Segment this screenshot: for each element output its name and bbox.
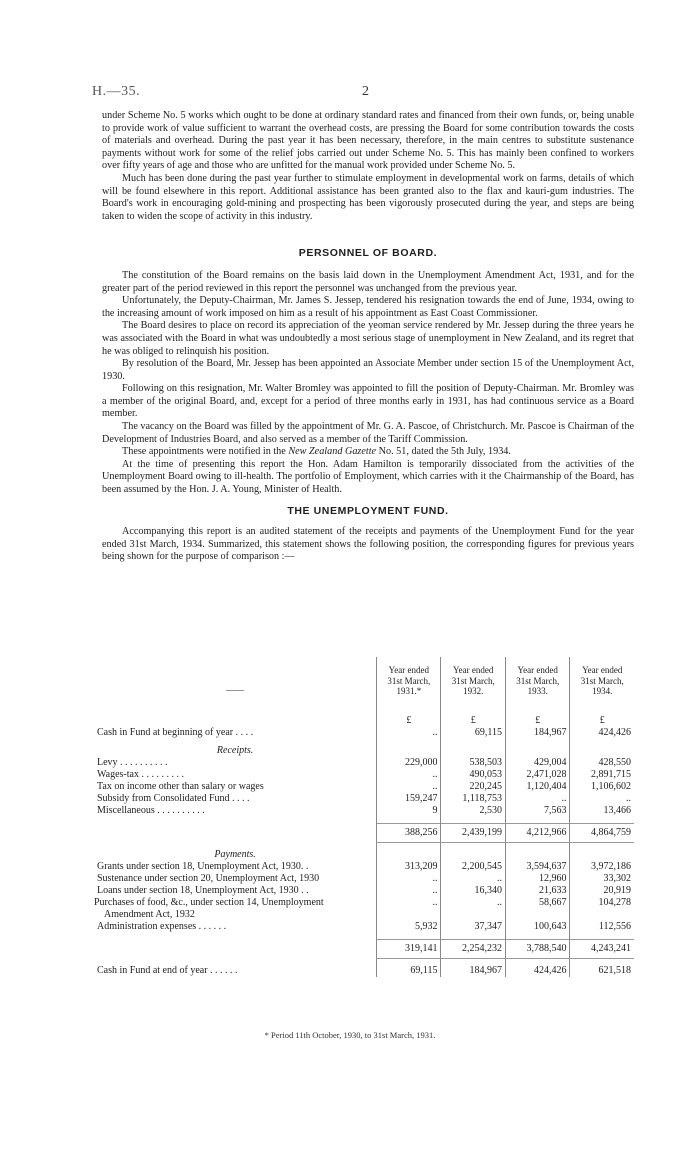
subheading-row — [94, 745, 634, 757]
table-row — [94, 965, 634, 977]
table-cell: 490,053 — [441, 769, 506, 781]
paragraph: under Scheme No. 5 works which ought to be done at ordinary standard rates and financed from their own funds, or, being unable to provide work of value sufficient to warrant the overhead costs, are pressing the Board for some contribution towards the costs of materials and overhead. During the past year it has been necessary, therefore, in the main centres to substitute sustenance payments without work for some of the relief jobs carried out under Scheme No. 5. This has mainly been confined to workers over fifty years of age and those who are unfitted for the manual work provided under Scheme No. 5. — [102, 110, 634, 172]
table-cell: 37,347 — [441, 921, 506, 933]
label-text: Tax on income other than salary or wages — [97, 781, 264, 792]
table-cell: 220,245 — [441, 781, 506, 793]
label-text: Levy — [97, 757, 118, 768]
row-label — [94, 885, 377, 897]
stub-header: —— — [226, 684, 245, 695]
dot-leader: . . . . . . — [210, 965, 238, 976]
receipts-total-cell: 4,212,966 — [505, 824, 570, 843]
table-cell: 2,200,545 — [441, 861, 506, 873]
label-text: Subsidy from Consolidated Fund — [97, 793, 230, 804]
table-cell: 1,106,602 — [570, 781, 634, 793]
currency-symbol: £ — [505, 715, 570, 727]
document-reference: H.—35. — [92, 84, 141, 99]
subheading-row — [94, 849, 634, 861]
table-cell: 100,643 — [505, 921, 570, 933]
fund-comparison-table — [94, 657, 634, 977]
row-label — [94, 793, 377, 805]
receipts-subheading: Receipts. — [216, 745, 254, 756]
dot-leader: . . . . . . . . — [167, 805, 205, 816]
text-fragment: These appointments were notified in the — [122, 446, 289, 458]
row-label — [94, 897, 377, 921]
table-cell: .. — [377, 873, 441, 885]
page-number: 2 — [362, 84, 369, 99]
row-label — [94, 805, 377, 817]
table-cell: .. — [441, 873, 506, 885]
dot-leader: . . . . . . . . . — [141, 769, 184, 780]
label-text: Purchases of food, &c., under section 14, Unemployment Amendment Act, 1932 — [94, 897, 324, 920]
receipts-total-cell: 388,256 — [377, 824, 441, 843]
currency-row — [94, 715, 634, 727]
currency-symbol: £ — [570, 715, 634, 727]
table-cell: 12,960 — [505, 873, 570, 885]
total-row — [94, 940, 634, 959]
label-text: Administration expenses — [97, 921, 197, 932]
table-cell: .. — [377, 769, 441, 781]
table-row — [94, 861, 634, 873]
table-row — [94, 873, 634, 885]
row-label — [94, 873, 377, 885]
table-cell: 1,120,404 — [505, 781, 570, 793]
dot-leader: . . . . — [235, 727, 254, 738]
text-fragment: No. 51, dated the 5th July, 1934. — [376, 446, 511, 458]
table-cell — [94, 824, 377, 843]
table-footnote: * Period 11th October, 1930, to 31st March, 1931. — [264, 1030, 436, 1040]
table-cell: 429,004 — [505, 757, 570, 769]
row-label — [94, 965, 377, 977]
column-header: Year ended 31st March, 1931.* — [377, 657, 441, 715]
table-cell: 159,247 — [377, 793, 441, 805]
column-header: Year ended 31st March, 1932. — [441, 657, 506, 715]
paragraph: Following on this resignation, Mr. Walter Bromley was appointed to fill the position of Deputy-Chairman. Mr. Bromley was a member of the original Board, and, except for a period of three months early in 1931, has had continuous service as a Board member. — [102, 383, 634, 420]
table-cell: 3,594,637 — [505, 861, 570, 873]
table-cell: 621,518 — [570, 965, 634, 977]
table-row — [94, 781, 634, 793]
paragraph: The vacancy on the Board was filled by the appointment of Mr. G. A. Pascoe, of Christchurch. Mr. Pascoe is Chairman of the Development of Industries Board, and also served as a member of the Tariff Commission. — [102, 421, 634, 445]
row-label — [94, 727, 377, 739]
total-row — [94, 824, 634, 843]
table-cell: 424,426 — [570, 727, 634, 739]
paragraph: The constitution of the Board remains on the basis laid down in the Unemployment Amendment Act, 1931, and for the greater part of the period reviewed in this report the personnel was unchanged from the previous year. — [102, 269, 634, 294]
table-cell: 3,972,186 — [570, 861, 634, 873]
column-header: Year ended 31st March, 1934. — [570, 657, 634, 715]
table-cell: 69,115 — [441, 727, 506, 739]
dot-leader: . . . . . . — [198, 921, 227, 932]
table-cell: 428,550 — [570, 757, 634, 769]
paragraph: Much has been done during the past year further to stimulate employment in developmental work on farms, details of which will be found elsewhere in this report. Additional assistance has been granted also to the flax and kauri-gum industries. The Board's work in encouraging gold-mining and prospecting has been vigorously prosecuted during the year, and steps are being taken to widen the scope of activity in this industry. — [102, 172, 634, 222]
table-cell: 21,633 — [505, 885, 570, 897]
table-cell: 20,919 — [570, 885, 634, 897]
section-heading: THE UNEMPLOYMENT FUND. — [287, 504, 449, 517]
table-cell: 13,466 — [570, 805, 634, 817]
table-cell: .. — [377, 897, 441, 921]
table-cell: 58,667 — [505, 897, 570, 921]
table-cell: .. — [377, 885, 441, 897]
table-cell: 2,891,715 — [570, 769, 634, 781]
table-row — [94, 921, 634, 933]
table-cell: .. — [377, 781, 441, 793]
table-header-row — [94, 657, 634, 715]
table-row — [94, 727, 634, 739]
paragraph: The Board desires to place on record its appreciation of the yeoman service rendered by Mr. Jessep during the three years he was associated with the Board in what was undoubtedly a most serious stage of unemployment in New Zealand, and its regret that he was obliged to relinquish his position. — [102, 320, 634, 357]
table-cell: 184,967 — [505, 727, 570, 739]
label-text: Sustenance under section 20, Unemployment Act, 1930 — [97, 873, 320, 884]
table-cell: 2,530 — [441, 805, 506, 817]
table-cell: .. — [441, 897, 506, 921]
label-text: Cash in Fund at beginning of year — [97, 727, 234, 738]
payments-total-cell: 319,141 — [377, 940, 441, 959]
table-cell: 69,115 — [377, 965, 441, 977]
table-cell: 538,503 — [441, 757, 506, 769]
currency-symbol: £ — [441, 715, 506, 727]
table-row — [94, 885, 634, 897]
table-cell — [94, 940, 377, 959]
table-cell: .. — [570, 793, 634, 805]
paragraph: Accompanying this report is an audited statement of the receipts and payments of the Unemployment Fund for the year ended 31st March, 1934. Summarized, this statement shows the following position, the corresponding figures for previous years being shown for the purpose of comparison :— — [102, 526, 634, 563]
gazette-title: New Zealand Gazette — [288, 446, 377, 458]
dot-leader: . . . . . . . . . . — [120, 757, 168, 768]
label-text: Loans under section 18, Unemployment Act, 1930 . . — [97, 885, 309, 896]
table-cell: .. — [377, 727, 441, 739]
dot-leader: . . . . — [232, 793, 250, 804]
table-cell — [94, 715, 377, 727]
paragraph: By resolution of the Board, Mr. Jessep has been appointed an Associate Member under section 15 of the Unemployment Act, 1930. — [102, 358, 634, 382]
table-cell: 2,471,028 — [505, 769, 570, 781]
table-cell: 16,340 — [441, 885, 506, 897]
column-header: Year ended 31st March, 1933. — [505, 657, 570, 715]
label-text: Miscellaneous . . — [97, 805, 165, 816]
table-cell: 33,302 — [570, 873, 634, 885]
receipts-total-cell: 2,439,199 — [441, 824, 506, 843]
row-label — [94, 769, 377, 781]
table-cell: 184,967 — [441, 965, 506, 977]
table-cell: 424,426 — [505, 965, 570, 977]
row-label — [94, 781, 377, 793]
payments-total-cell: 3,788,540 — [505, 940, 570, 959]
row-label — [94, 921, 377, 933]
table-cell: 1,118,753 — [441, 793, 506, 805]
receipts-total-cell: 4,864,759 — [570, 824, 634, 843]
paragraph: At the time of presenting this report the Hon. Adam Hamilton is temporarily dissociated from the activities of the Unemployment Board owing to ill-health. The portfolio of Employment, which carries with it the Chairmanship of the Board, has been assumed by the Hon. J. A. Young, Minister of Health. — [102, 458, 634, 496]
row-label — [94, 757, 377, 769]
table-cell: 5,932 — [377, 921, 441, 933]
table-cell: 313,209 — [377, 861, 441, 873]
label-text: Grants under section 18, Unemployment Act, 1930. . — [97, 861, 309, 872]
table-cell: 9 — [377, 805, 441, 817]
table-cell: .. — [505, 793, 570, 805]
label-text: Cash in Fund at end of year — [97, 965, 208, 976]
payments-total-cell: 2,254,232 — [441, 940, 506, 959]
paragraph — [102, 446, 634, 459]
payments-subheading: Payments. — [214, 849, 256, 860]
currency-symbol: £ — [377, 715, 441, 727]
paragraph: Unfortunately, the Deputy-Chairman, Mr. James S. Jessep, tendered his resignation towards the end of June, 1934, owing to the increasing amount of work imposed on him as a result of his appointment as East Coast Commissioner. — [102, 295, 634, 319]
table-cell: 112,556 — [570, 921, 634, 933]
row-label — [94, 861, 377, 873]
table-row — [94, 769, 634, 781]
table-row — [94, 793, 634, 805]
table-row — [94, 897, 634, 921]
payments-total-cell: 4,243,241 — [570, 940, 634, 959]
body-text — [102, 110, 634, 564]
table-row — [94, 805, 634, 817]
table-cell: 104,278 — [570, 897, 634, 921]
section-heading: PERSONNEL OF BOARD. — [298, 247, 438, 260]
label-text: Wages-tax — [97, 769, 139, 780]
table-cell: 7,563 — [505, 805, 570, 817]
table-row — [94, 757, 634, 769]
table-cell: 229,000 — [377, 757, 441, 769]
